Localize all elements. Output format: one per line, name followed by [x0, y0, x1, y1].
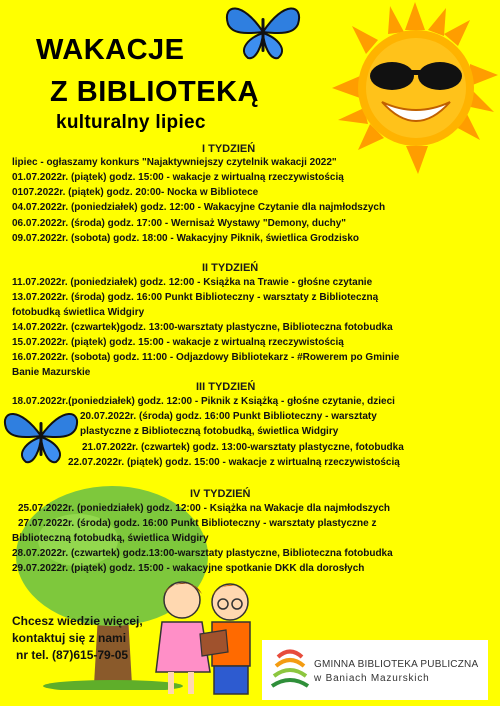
contact-line: Chcesz wiedzie więcej, [12, 614, 143, 628]
week-3-heading: III TYDZIEŃ [196, 381, 256, 393]
schedule-line: 0107.2022r. (piątek) godz. 20:00- Nocka w Bibliotece [12, 187, 259, 198]
schedule-line: 22.07.2022r. (piątek) godz. 15:00 - wakacje z wirtualną rzeczywistością [68, 457, 400, 468]
sun-icon [330, 0, 500, 175]
week-2-heading: II TYDZIEŃ [202, 262, 259, 274]
schedule-line: 16.07.2022r. (sobota) godz. 11:00 - Odjazdowy Bibliotekarz - #Rowerem po Gminie [12, 352, 400, 363]
schedule-line: 28.07.2022r. (czwartek) godz.13:00-warsztaty plastyczne, Biblioteczna fotobudka [12, 548, 393, 559]
schedule-line: 14.07.2022r. (czwartek)godz. 13:00-warsztaty plastyczne, Biblioteczna fotobudka [12, 322, 393, 333]
schedule-line: 15.07.2022r. (piątek) godz. 15:00 - wakacje z wirtualną rzeczywistością [12, 337, 344, 348]
schedule-line: 04.07.2022r. (poniedziałek) godz. 12:00 - Wakacyjne Czytanie dla najmłodszych [12, 202, 386, 213]
library-logo [262, 640, 488, 700]
library-name: GMINNA BIBLIOTEKA PUBLICZNA [314, 659, 479, 670]
week-1-heading: I TYDZIEŃ [202, 143, 256, 155]
schedule-line: Banie Mazurskie [12, 367, 91, 378]
schedule-line: plastyczne z Biblioteczną fotobudką, świetlica Widgiry [80, 426, 339, 437]
poster-title-secondary: Z BIBLIOTEKĄ [50, 76, 259, 108]
schedule-line: 29.07.2022r. (piątek) godz. 15:00 - wakacyjne spotkanie DKK dla dorosłych [12, 563, 365, 574]
schedule-line: lipiec - ogłaszamy konkurs "Najaktywniejszy czytelnik wakacji 2022" [12, 157, 337, 168]
butterfly-icon-top [222, 2, 304, 62]
contact-phone: nr tel. (87)615-79-05 [16, 648, 129, 662]
library-logo-icon [268, 646, 312, 694]
poster-title: WAKACJE [36, 34, 185, 66]
schedule-line: 01.07.2022r. (piątek) godz. 15:00 - wakacje z wirtualną rzeczywistością [12, 172, 344, 183]
schedule-line: 13.07.2022r. (środa) godz. 16:00 Punkt Biblioteczny - warsztaty z Biblioteczną [12, 292, 379, 303]
children-reading-icon [146, 572, 264, 702]
schedule-line: Biblioteczną fotobudką, świetlica Widgiry [12, 533, 209, 544]
contact-line: kontaktuj się z nami [12, 631, 127, 645]
schedule-line: 09.07.2022r. (sobota) godz. 18:00 - Wakacyjny Piknik, świetlica Grodzisko [12, 233, 359, 244]
schedule-line: 21.07.2022r. (czwartek) godz. 13:00-warsztaty plastyczne, fotobudka [82, 442, 404, 453]
week-4-heading: IV TYDZIEŃ [190, 488, 251, 500]
schedule-line: 18.07.2022r.(poniedziałek) godz. 12:00 - Piknik z Książką - głośne czytanie, dzieci [12, 396, 395, 407]
schedule-line: 20.07.2022r. (środa) godz. 16:00 Punkt Biblioteczny - warsztaty [80, 411, 377, 422]
poster-subtitle: kulturalny lipiec [56, 112, 206, 133]
schedule-line: 11.07.2022r. (poniedziałek) godz. 12:00 - Książka na Trawie - głośne czytanie [12, 277, 373, 288]
library-location: w Baniach Mazurskich [314, 673, 430, 684]
schedule-line: fotobudką świetlica Widgiry [12, 307, 145, 318]
schedule-line: 27.07.2022r. (środa) godz. 16:00 Punkt Biblioteczny - warsztaty plastyczne z [18, 518, 377, 529]
schedule-line: 06.07.2022r. (środa) godz. 17:00 - Wernisaż Wystawy "Demony, duchy" [12, 218, 347, 229]
schedule-line: 25.07.2022r. (poniedziałek) godz. 12:00 - Książka na Wakacje dla najmłodszych [18, 503, 391, 514]
